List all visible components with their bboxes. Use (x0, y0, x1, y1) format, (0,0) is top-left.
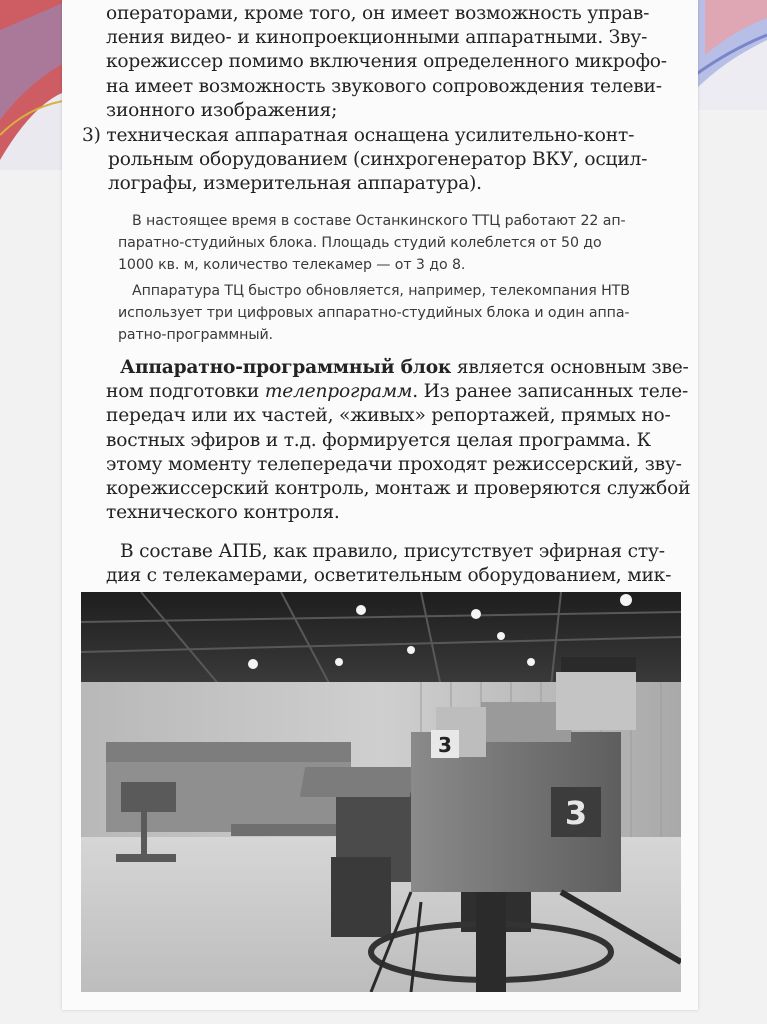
text-line: 1000 кв. м, количество телекамер — от 3 до 8. (118, 257, 466, 273)
text-line: востных эфиров и т.д. формируется целая программа. К (106, 429, 651, 451)
slide-corner-decoration-right (695, 0, 767, 110)
text-line: зионного изображения; (106, 99, 338, 121)
camera-number-label-small: 3 (438, 733, 452, 757)
paragraph-apb-composition (106, 540, 672, 588)
text-line: передач или их частей, «живых» репортажей, прямых но- (106, 405, 671, 427)
term-bold: Аппаратно-программный блок (120, 357, 452, 378)
text-line: дия с телекамерами, осветительным оборудованием, мик- (106, 565, 672, 587)
note-block-1 (118, 210, 678, 276)
paragraph-apb (106, 356, 691, 525)
text-line: корежиссер помимо включения определенного микрофо- (106, 51, 667, 73)
term-italic: телепрограмм (264, 381, 413, 403)
note-block-2 (118, 280, 678, 346)
list-item-3 (82, 124, 672, 197)
slide-corner-decoration-left (0, 0, 70, 170)
text-line: ратно-программный. (118, 327, 273, 343)
text-line: лографы, измерительная аппаратура). (108, 173, 482, 195)
text-line: операторами, кроме того, он имеет возможность управ- (106, 3, 650, 24)
text-line: технического контроля. (106, 502, 340, 524)
text-line: В составе АПБ, как правило, присутствует эфирная сту- (120, 541, 665, 562)
studio-camera-illustration (81, 592, 681, 992)
book-page (62, 0, 698, 1010)
tv-studio-photo (81, 592, 681, 992)
text-line: 3) техническая аппаратная оснащена усилительно-конт- (82, 125, 635, 146)
paragraph-continuation (106, 2, 666, 123)
text-line: В настоящее время в составе Останкинского ТТЦ работают 22 ап- (132, 213, 626, 229)
text-line: ном подготовки телепрограмм. Из ранее записанных теле- (106, 381, 689, 403)
camera-number-label: 3 (564, 794, 588, 832)
text-line: корежиссерский контроль, монтаж и проверяются службой (106, 478, 691, 500)
text-line: использует три цифровых аппаратно-студийных блока и один аппа- (118, 305, 630, 321)
text-line: ления видео- и кинопроекционными аппаратными. Зву- (106, 27, 648, 49)
text-line: паратно-студийных блока. Площадь студий колеблется от 50 до (118, 235, 602, 251)
text-line: этому моменту телепередачи проходят режиссерский, зву- (106, 453, 682, 475)
text-line: Аппаратно-программный блок является основным зве- (120, 357, 689, 378)
text-line: на имеет возможность звукового сопровождения телеви- (106, 75, 662, 97)
text-line: рольным оборудованием (синхрогенератор ВКУ, осцил- (108, 149, 648, 171)
text-line: Аппаратура ТЦ быстро обновляется, например, телекомпания НТВ (132, 283, 630, 299)
